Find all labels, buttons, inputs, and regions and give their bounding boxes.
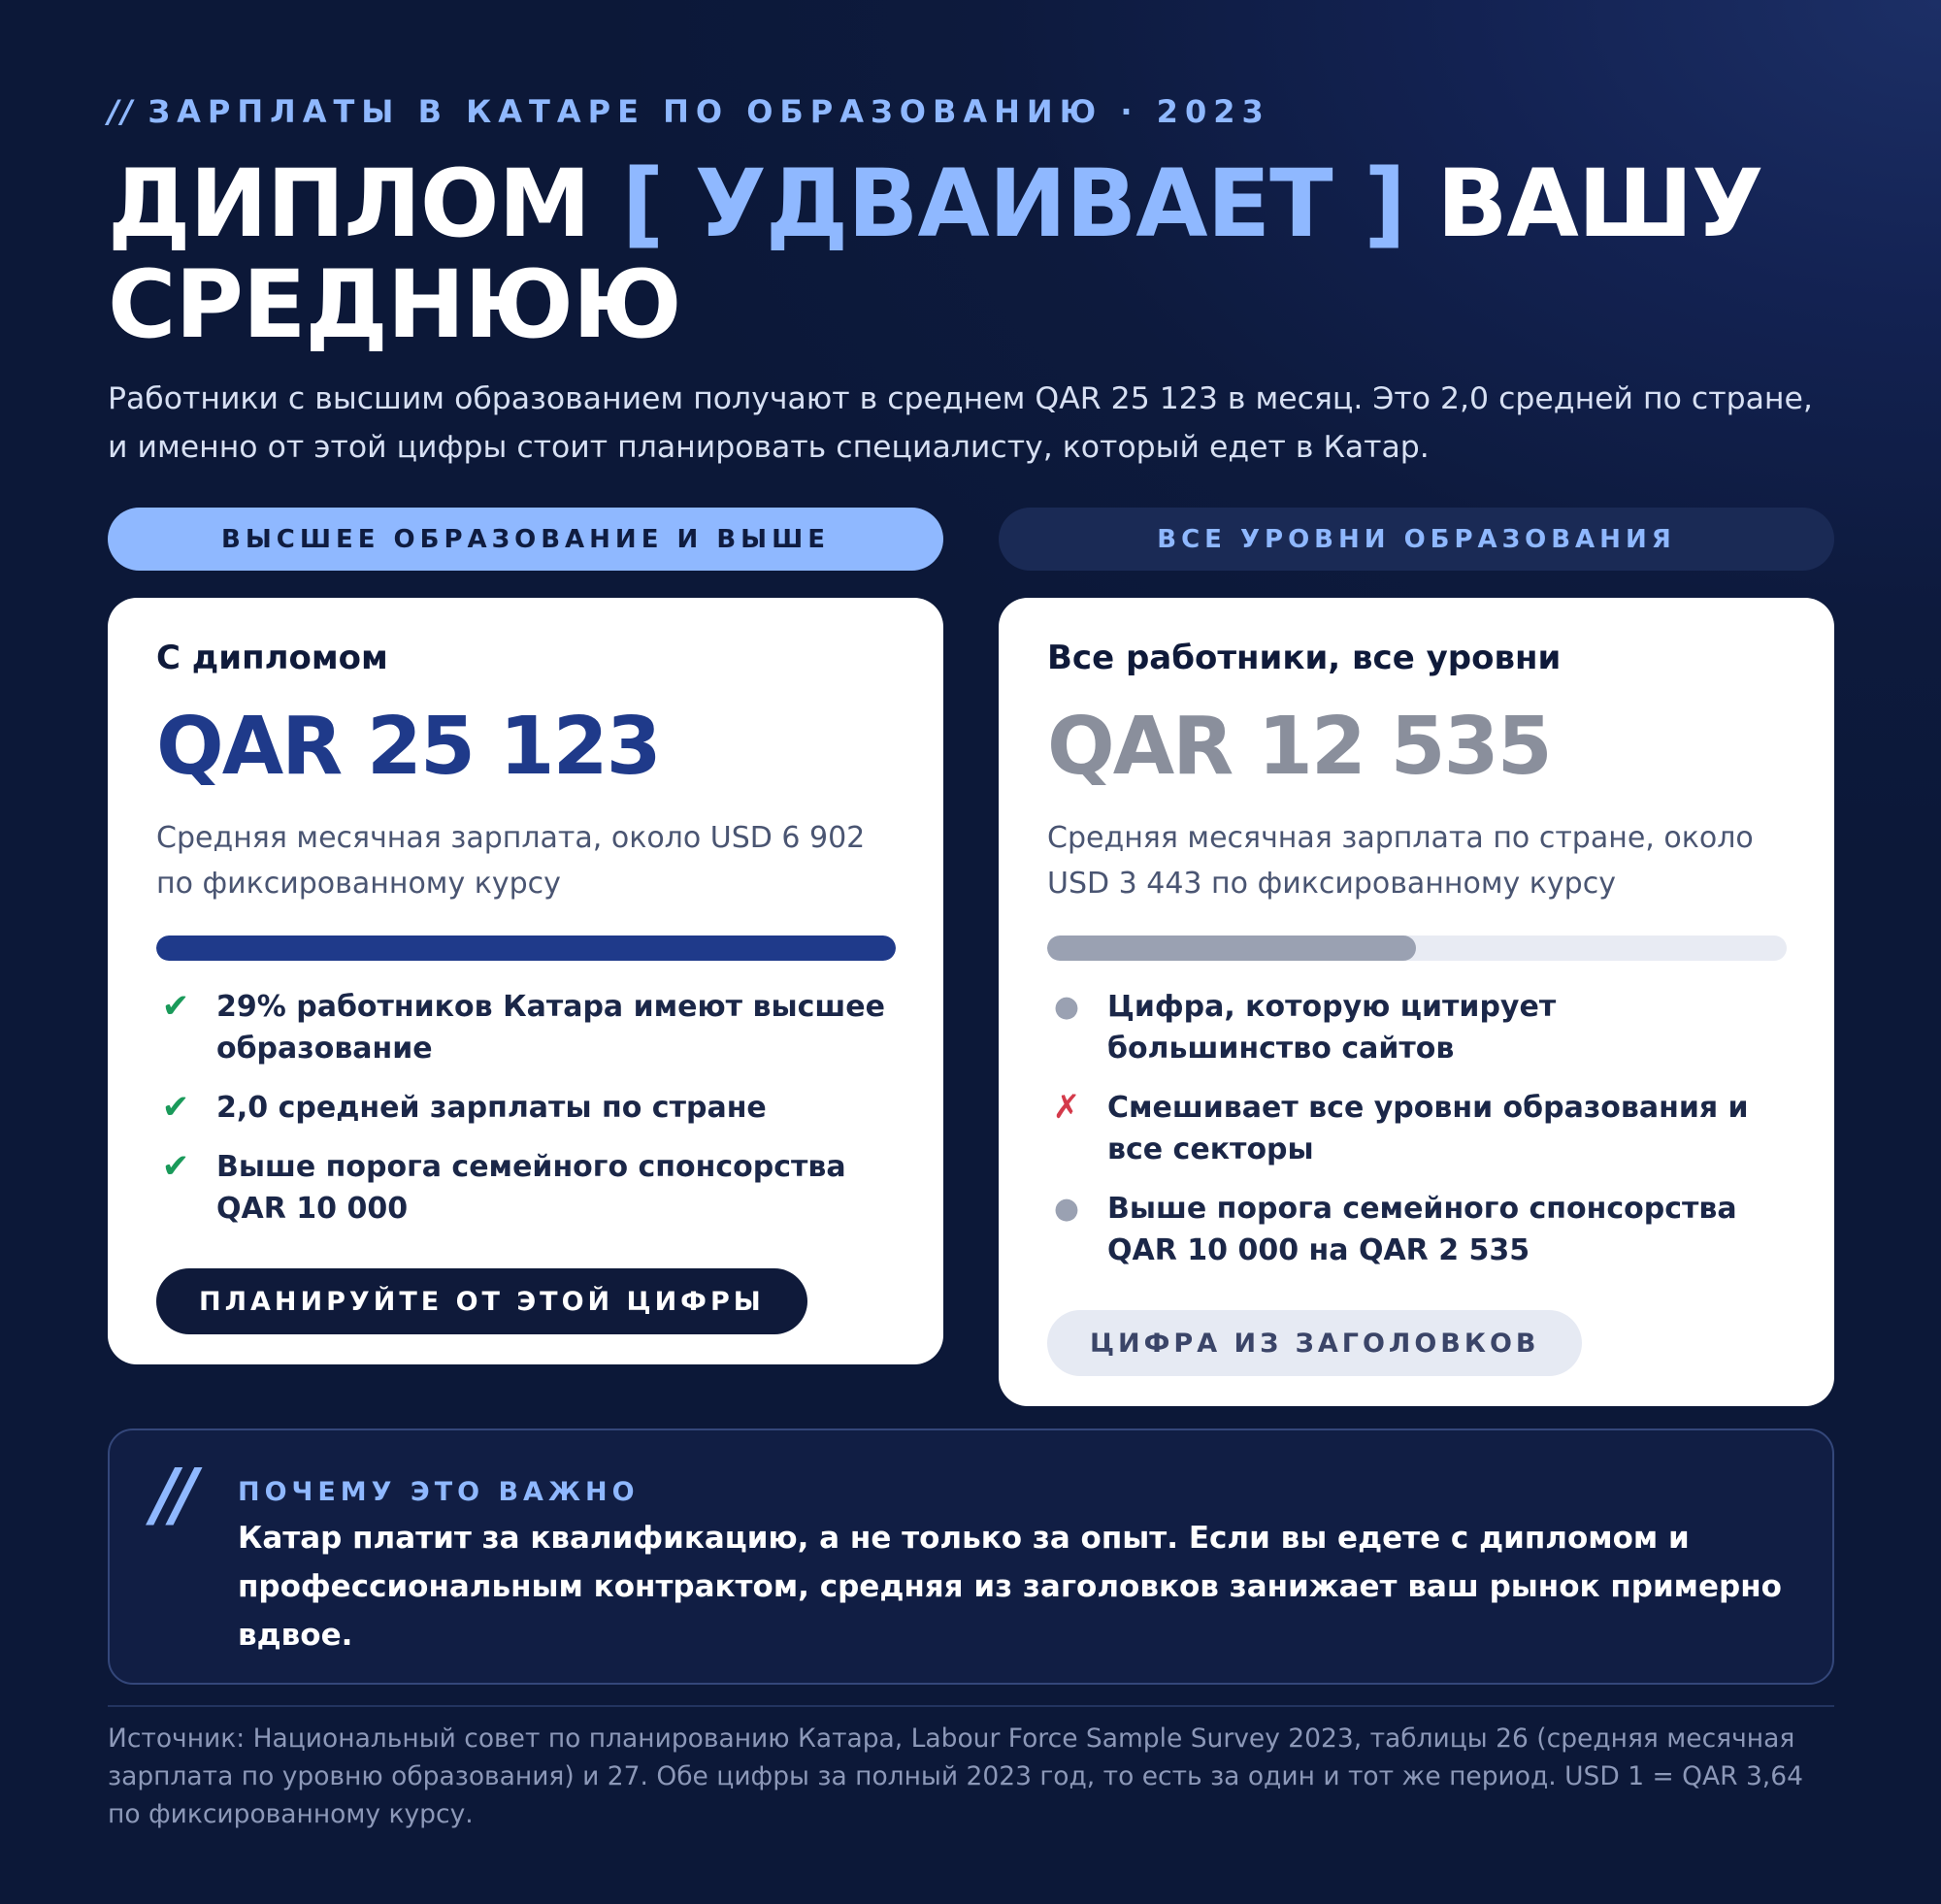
headline-figure-button[interactable]: ЦИФРА ИЗ ЗАГОЛОВКОВ bbox=[1047, 1310, 1582, 1376]
list-item-text: 29% работников Катара имеют высшее образование bbox=[216, 990, 885, 1066]
headline bbox=[108, 149, 1834, 359]
headline-part1: ДИПЛОМ bbox=[108, 149, 622, 258]
dot-icon: ● bbox=[1053, 990, 1080, 1024]
bullet-list bbox=[1047, 986, 1786, 1271]
card-degree bbox=[108, 598, 943, 1364]
list-item bbox=[156, 1146, 896, 1230]
list-item bbox=[1047, 1188, 1787, 1271]
salary-bar bbox=[156, 936, 896, 961]
card-all-workers bbox=[999, 598, 1834, 1406]
lede: Работники с высшим образованием получают в среднем QAR 25 123 в месяц. Это 2,0 средней по стране, и именно от этой цифры стоит планировать специалисту, который едет в Катар. bbox=[108, 381, 1813, 465]
kicker bbox=[108, 93, 1270, 130]
cross-icon: ✗ bbox=[1052, 1088, 1081, 1127]
why-label: ПОЧЕМУ ЭТО ВАЖНО bbox=[238, 1477, 640, 1507]
card-description: Средняя месячная зарплата, около USD 6 902 по фиксированному курсу bbox=[156, 821, 866, 901]
list-item-text: Выше порога семейного спонсорства QAR 10 000 bbox=[216, 1150, 846, 1226]
headline-accent: [ УДВАИВАЕТ ] bbox=[621, 149, 1405, 258]
check-icon: ✔ bbox=[161, 1147, 190, 1186]
list-item-text: Цифра, которую цитирует большинство сайтов bbox=[1107, 990, 1557, 1066]
headline-part2: ВАШУ СРЕДНЮЮ bbox=[108, 149, 1763, 359]
card-amount: QAR 12 535 bbox=[1047, 701, 1551, 793]
list-item-text: 2,0 средней зарплаты по стране bbox=[216, 1091, 767, 1125]
list-item-text: Выше порога семейного спонсорства QAR 10 000 на QAR 2 535 bbox=[1107, 1192, 1737, 1267]
bullet-list bbox=[156, 986, 895, 1230]
card-label: Все работники, все уровни bbox=[1047, 639, 1562, 677]
salary-bar-fill bbox=[156, 936, 896, 961]
list-item bbox=[1047, 1087, 1787, 1170]
card-label: С дипломом bbox=[156, 639, 388, 677]
check-icon: ✔ bbox=[161, 987, 190, 1026]
list-item bbox=[156, 986, 896, 1069]
source-note: Источник: Национальный совет по планированию Катара, Labour Force Sample Survey 2023, таблицы 26 (средняя месячная зарплата по уровню образования) и 27. Обе цифры за полный 2023 год, то есть за один и тот же период. USD 1 = QAR 3,64 по фиксированному курсу. bbox=[108, 1723, 1803, 1829]
pill-all-levels: ВСЕ УРОВНИ ОБРАЗОВАНИЯ bbox=[999, 508, 1834, 571]
card-description: Средняя месячная зарплата по стране, около USD 3 443 по фиксированному курсу bbox=[1047, 821, 1754, 901]
dot-icon: ● bbox=[1053, 1192, 1080, 1226]
kicker-slash-icon: // bbox=[108, 93, 135, 130]
pill-higher-education: ВЫСШЕЕ ОБРАЗОВАНИЕ И ВЫШЕ bbox=[108, 508, 943, 571]
card-amount: QAR 25 123 bbox=[156, 701, 660, 793]
why-it-matters-box bbox=[108, 1428, 1834, 1685]
check-icon: ✔ bbox=[161, 1088, 190, 1127]
divider bbox=[108, 1705, 1834, 1707]
list-item bbox=[1047, 986, 1787, 1069]
list-item bbox=[156, 1087, 896, 1129]
list-item-text: Смешивает все уровни образования и все секторы bbox=[1107, 1091, 1749, 1166]
kicker-text: ЗАРПЛАТЫ В КАТАРЕ ПО ОБРАЗОВАНИЮ · 2023 bbox=[148, 93, 1270, 130]
salary-bar-fill bbox=[1047, 936, 1416, 961]
double-slash-icon: // bbox=[152, 1454, 192, 1535]
why-text: Катар платит за квалификацию, а не только за опыт. Если вы едете с дипломом и профессиональным контрактом, средняя из заголовков занижает ваш рынок примерно вдвое. bbox=[238, 1521, 1782, 1653]
plan-from-this-figure-button[interactable]: ПЛАНИРУЙТЕ ОТ ЭТОЙ ЦИФРЫ bbox=[156, 1268, 807, 1334]
salary-bar bbox=[1047, 936, 1787, 961]
